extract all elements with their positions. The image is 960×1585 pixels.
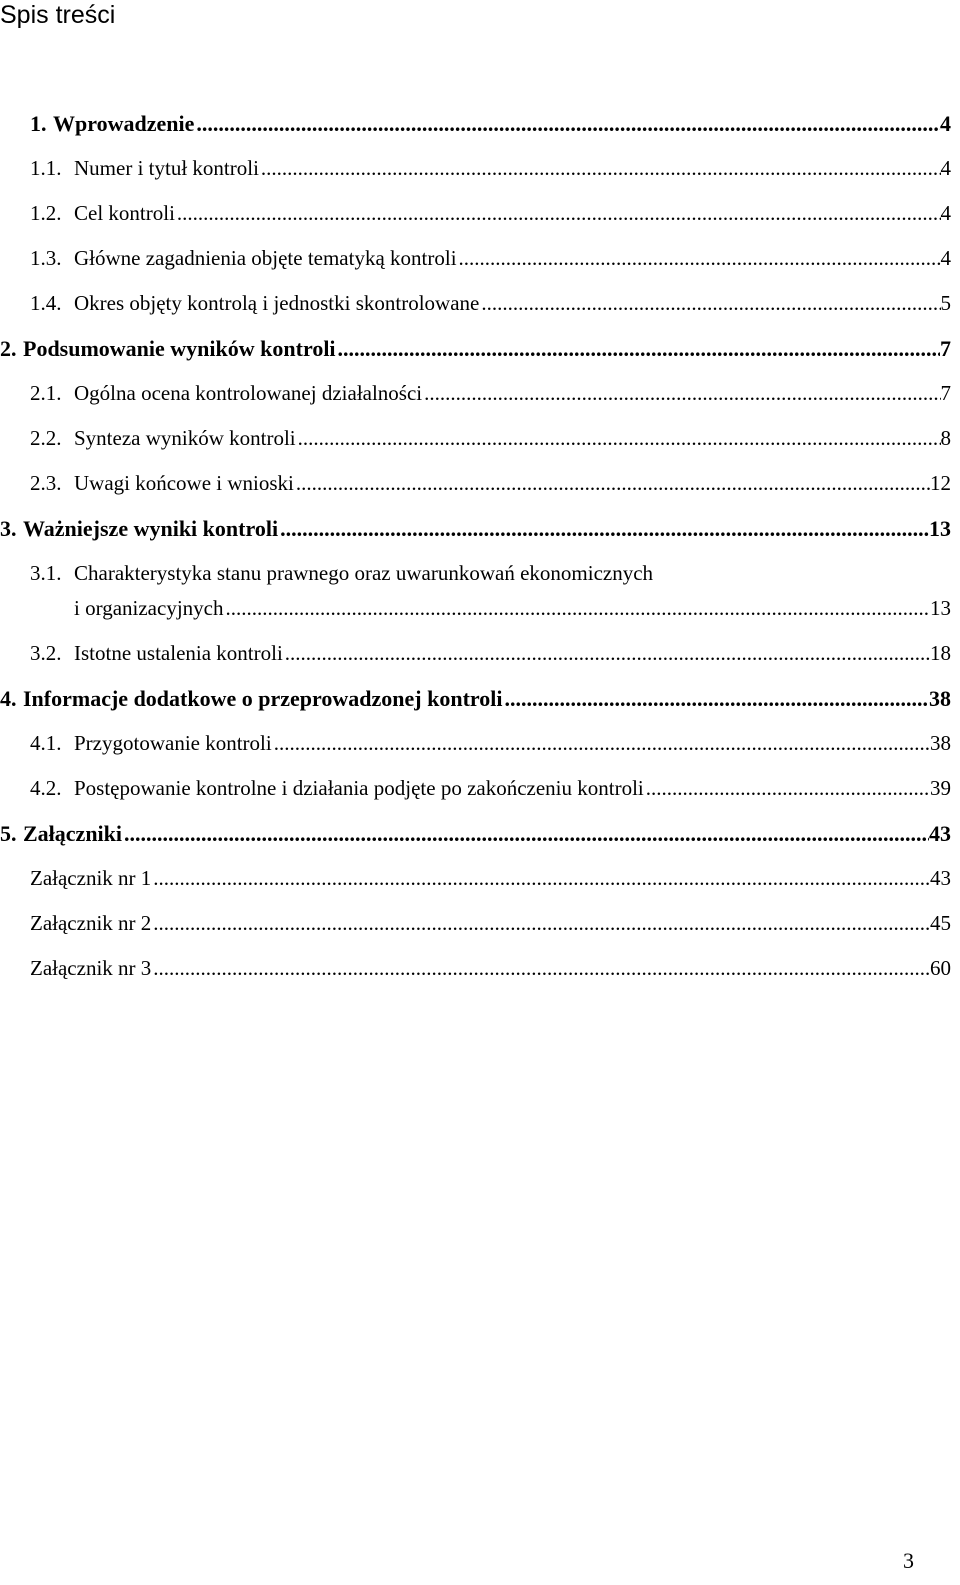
toc-entry-title: Przygotowanie kontroli <box>74 731 272 755</box>
toc-entry-number: 1.2. <box>30 201 62 225</box>
toc-entry-page: 5 <box>940 291 951 315</box>
toc-entry-4-2[interactable] <box>0 776 960 806</box>
toc-entry-page: 12 <box>930 471 951 495</box>
toc-entry-number: 3. <box>0 516 22 541</box>
toc-dot-leader <box>503 686 930 712</box>
toc-dot-leader <box>151 956 930 981</box>
toc-entry-page: 8 <box>940 426 951 450</box>
toc-entry-title: Wprowadzenie <box>53 111 195 136</box>
toc-entry-page: 43 <box>929 821 951 846</box>
toc-dot-leader <box>283 641 930 666</box>
toc-entry-4[interactable] <box>0 686 960 716</box>
toc-entry-5[interactable] <box>0 821 960 851</box>
toc-entry-2[interactable] <box>0 336 960 366</box>
toc-entry-page: 13 <box>929 516 951 541</box>
toc-entry-page: 18 <box>930 641 951 665</box>
toc-entry-page: 4 <box>940 156 951 180</box>
toc-entry-title: Załącznik nr 2 <box>30 911 152 935</box>
toc-entry-3-2[interactable] <box>0 641 960 671</box>
toc-entry-2-1[interactable] <box>0 381 960 411</box>
toc-entry-page: 60 <box>930 956 951 980</box>
toc-entry-title: Załączniki <box>23 821 123 846</box>
toc-entry-number: 3.1. <box>30 561 62 585</box>
toc-entry-1-4[interactable] <box>0 291 960 321</box>
toc-dot-leader <box>479 291 940 316</box>
toc-entry-title: Okres objęty kontrolą i jednostki skontrolowane <box>74 291 480 315</box>
toc-entry-number: 4. <box>0 686 22 711</box>
toc-entry-page: 4 <box>940 246 951 270</box>
toc-entry-number: 3.2. <box>30 641 62 665</box>
toc-dot-leader <box>644 776 930 801</box>
toc-entry-page: 43 <box>930 866 951 890</box>
toc-entry-3-1[interactable] <box>0 561 960 591</box>
toc-entry-number: 4.1. <box>30 731 62 755</box>
toc-entry-4-1[interactable] <box>0 731 960 761</box>
toc-dot-leader <box>151 911 930 936</box>
page-title: Spis treści <box>0 1 116 29</box>
toc-entry-number: 2.3. <box>30 471 62 495</box>
toc-entry-title: Istotne ustalenia kontroli <box>74 641 283 665</box>
toc-dot-leader <box>272 731 930 756</box>
toc-entry-number: 1.3. <box>30 246 62 270</box>
toc-entry-number: 5. <box>0 821 22 846</box>
toc-entry-3[interactable] <box>0 516 960 546</box>
toc-entry-1-2[interactable] <box>0 201 960 231</box>
toc-entry-number: 2.1. <box>30 381 62 405</box>
toc-dot-leader <box>175 201 941 226</box>
toc-dot-leader <box>122 821 929 847</box>
toc-entry-number: 1.4. <box>30 291 62 315</box>
toc-dot-leader <box>457 246 941 271</box>
toc-entry-1-3[interactable] <box>0 246 960 276</box>
toc-entry-appendix-3[interactable] <box>0 956 960 986</box>
toc-entry-page: 13 <box>930 596 951 620</box>
toc-dot-leader <box>151 866 930 891</box>
toc-dot-leader <box>296 426 941 451</box>
toc-entry-1[interactable] <box>0 111 960 141</box>
toc-dot-leader <box>294 471 930 496</box>
toc-entry-title: Informacje dodatkowe o przeprowadzonej kontroli <box>23 686 503 711</box>
toc-entry-number: 2.2. <box>30 426 62 450</box>
toc-entry-title: Postępowanie kontrolne i działania podjęte po zakończeniu kontroli <box>74 776 644 800</box>
toc-dot-leader <box>422 381 940 406</box>
toc-entry-title: Numer i tytuł kontroli <box>74 156 259 180</box>
toc-entry-title: Cel kontroli <box>74 201 175 225</box>
toc-entry-3-1-continuation[interactable] <box>0 596 960 626</box>
toc-dot-leader <box>336 336 940 362</box>
toc-entry-number: 2. <box>0 336 22 361</box>
toc-entry-title: Ważniejsze wyniki kontroli <box>23 516 279 541</box>
toc-entry-number: 1. <box>30 111 52 136</box>
toc-entry-page: 4 <box>940 201 951 225</box>
toc-entry-page: 4 <box>940 111 951 136</box>
toc-entry-1-1[interactable] <box>0 156 960 186</box>
toc-entry-2-3[interactable] <box>0 471 960 501</box>
toc-entry-2-2[interactable] <box>0 426 960 456</box>
toc-entry-title: i organizacyjnych <box>74 596 224 620</box>
page-number: 3 <box>903 1548 914 1573</box>
toc-entry-title: Ogólna ocena kontrolowanej działalności <box>74 381 423 405</box>
toc-entry-title: Uwagi końcowe i wnioski <box>74 471 294 495</box>
toc-entry-page: 39 <box>930 776 951 800</box>
toc-entry-title: Załącznik nr 3 <box>30 956 152 980</box>
toc-entry-title: Synteza wyników kontroli <box>74 426 296 450</box>
toc-entry-title: Główne zagadnienia objęte tematyką kontroli <box>74 246 457 270</box>
toc-entry-page: 7 <box>940 336 951 361</box>
toc-entry-title: Podsumowanie wyników kontroli <box>23 336 336 361</box>
toc-entry-page: 38 <box>929 686 951 711</box>
toc-dot-leader <box>223 596 930 621</box>
toc-entry-title: Załącznik nr 1 <box>30 866 152 890</box>
toc-dot-leader <box>259 156 941 181</box>
toc-entry-title-line1: Charakterystyka stanu prawnego oraz uwarunkowań ekonomicznych <box>74 561 654 585</box>
toc-entry-page: 45 <box>930 911 951 935</box>
toc-dot-leader <box>278 516 929 542</box>
toc-entry-page: 38 <box>930 731 951 755</box>
toc-entry-number: 4.2. <box>30 776 62 800</box>
toc-entry-number: 1.1. <box>30 156 62 180</box>
toc-entry-page: 7 <box>940 381 951 405</box>
toc-entry-appendix-1[interactable] <box>0 866 960 896</box>
toc-entry-appendix-2[interactable] <box>0 911 960 941</box>
toc-dot-leader <box>194 111 940 137</box>
